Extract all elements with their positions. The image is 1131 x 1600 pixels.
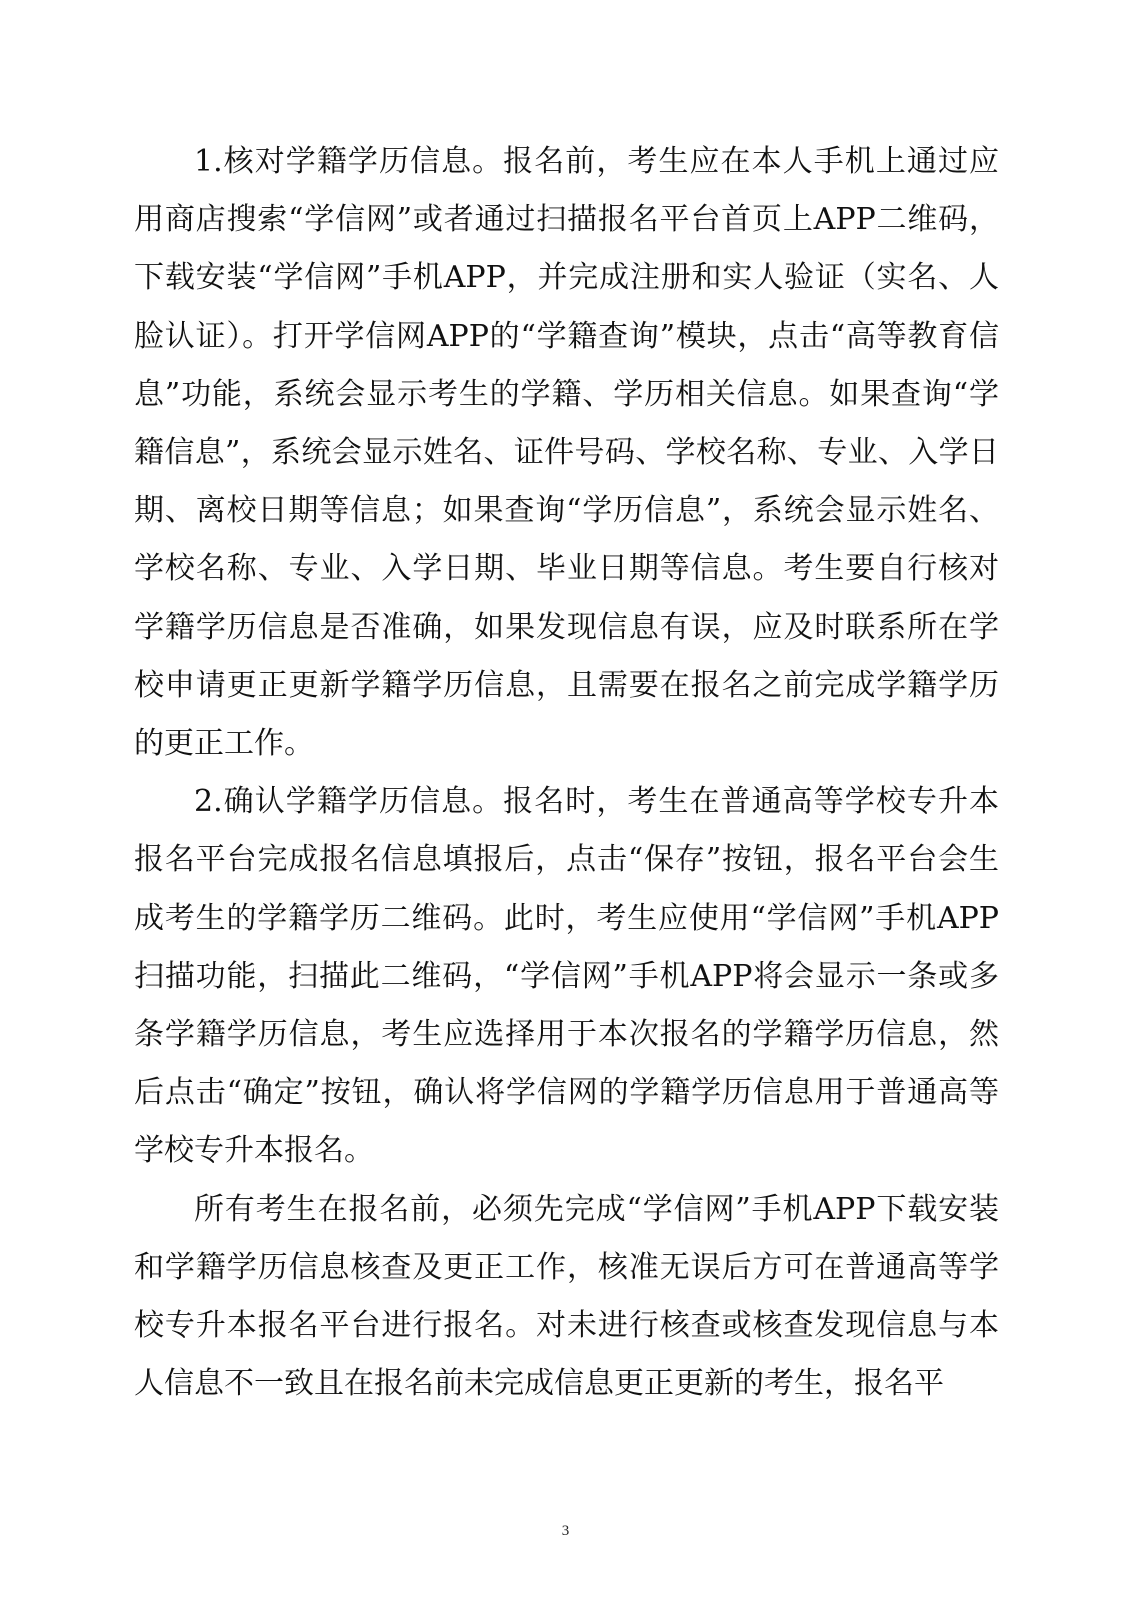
- page-number: 3: [561, 1523, 570, 1539]
- paragraph-confirm-records: 2.确认学籍学历信息。报名时，考生在普通高等学校专升本报名平台完成报名信息填报后，点击“保存”按钮，报名平台会生成考生的学籍学历二维码。此时，考生应使用“学信网”手机APP扫描功能，扫描此二维码，“学信网”手机APP将会显示一条或多条学籍学历信息，考生应选择用于本次报名的学籍学历信息，然后点击“确定”按钮，确认将学信网的学籍学历信息用于普通高等学校专升本报名。: [134, 784, 999, 1169]
- body-text: [134, 133, 999, 1413]
- paragraph-verify-records: 1.核对学籍学历信息。报名前，考生应在本人手机上通过应用商店搜索“学信网”或者通过扫描报名平台首页上APP二维码，下载安装“学信网”手机APP，并完成注册和实人验证（实名、人脸认证）。打开学信网APP的“学籍查询”模块，点击“高等教育信息”功能，系统会显示考生的学籍、学历相关信息。如果查询“学籍信息”，系统会显示姓名、证件号码、学校名称、专业、入学日期、离校日期等信息；如果查询“学历信息”，系统会显示姓名、学校名称、专业、入学日期、毕业日期等信息。考生要自行核对学籍学历信息是否准确，如果发现信息有误，应及时联系所在学校申请更正更新学籍学历信息，且需要在报名之前完成学籍学历的更正工作。: [134, 144, 999, 762]
- paragraph-all-candidates: 所有考生在报名前，必须先完成“学信网”手机APP下载安装和学籍学历信息核查及更正工作，核准无误后方可在普通高等学校专升本报名平台进行报名。对未进行核查或核查发现信息与本人信息不一致且在报名前未完成信息更正更新的考生，报名平: [134, 1191, 999, 1402]
